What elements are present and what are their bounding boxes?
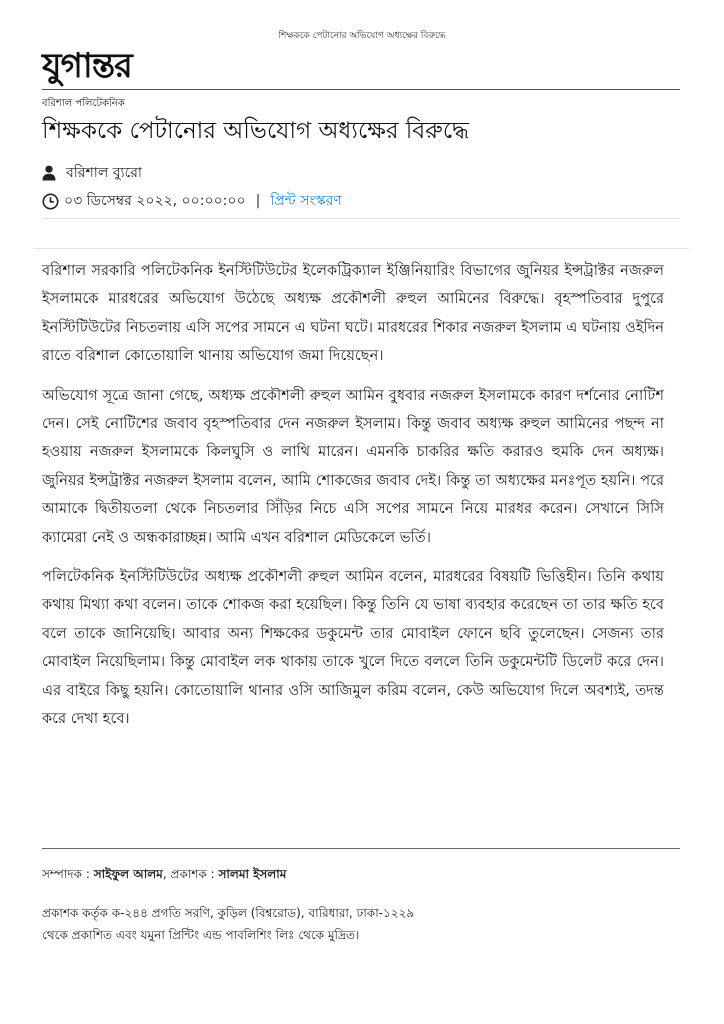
author-name: বরিশাল ব্যুরো bbox=[66, 165, 142, 181]
article-paragraph: বরিশাল সরকারি পলিটেকনিক ইনস্টিটিউটের ইলেকট্রিক্যাল ইঞ্জিনিয়ারিং বিভাগের জুনিয়র ইন্সট্রাক্টর নজরুল ইসলামকে মারধরের অভিযোগ উঠেছে অধ্যক্ষ প্রকৌশলী রুহুল আমিনের বিরুদ্ধে। বৃহস্পতিবার দুপুরে ইনস্টিটিউটের নিচতলায় এসি সপের সামনে এ ঘটনা ঘটে। মারধরের শিকার নজরুল ইসলাম এ ঘটনায় ওইদিন রাতে বরিশাল কোতোয়ালি থানায় অভিযোগ জমা দিয়েছেন। bbox=[42, 262, 664, 365]
footer-address bbox=[42, 902, 662, 946]
meta-divider bbox=[42, 218, 680, 219]
dateline bbox=[42, 189, 342, 213]
byline bbox=[42, 162, 142, 184]
address-line: প্রকাশক কর্তৃক ক-২৪৪ প্রগতি সরণি, কুড়িল (বিশ্বরোড), বারিধারা, ঢাকা-১২২৯ bbox=[42, 906, 415, 920]
footer-editors bbox=[42, 866, 286, 886]
logo-divider bbox=[42, 89, 680, 90]
editor-label: সম্পাদক : bbox=[42, 867, 94, 881]
content-divider bbox=[34, 248, 689, 249]
address-line: থেকে প্রকাশিত এবং যমুনা প্রিন্টিং এন্ড পাবলিশিং লিঃ থেকে মুদ্রিত। bbox=[42, 928, 360, 942]
footer-divider bbox=[42, 848, 680, 849]
editor-name: সাইফুল আলম bbox=[93, 867, 163, 881]
print-page-header: শিক্ষককে পেটানোর অভিযোগ অধ্যক্ষের বিরুদ্ধে bbox=[278, 31, 446, 41]
print-edition-link[interactable]: প্রিন্ট সংস্করণ bbox=[270, 193, 342, 209]
article-body bbox=[42, 257, 664, 745]
publish-date: ০৩ ডিসেম্বর ২০২২, ০০:০০:০০ bbox=[64, 193, 246, 209]
article-paragraph: পলিটেকনিক ইনস্টিটিউটের অধ্যক্ষ প্রকৌশলী রুহুল আমিন বলেন, মারধরের বিষয়টি ভিত্তিহীন। তিনি কথায় কথায় মিথ্যা কথা বলেন। তাকে শোকজ করা হয়েছিল। কিন্তু তিনি যে ভাষা ব্যবহার করেছেন তা তার ক্ষতি হবে বলে তাকে জানিয়েছি। আবার অন্য শিক্ষকের ডকুমেন্ট তার মোবাইল ফোনে ছবি তুলেছেন। সেজন্য তার মোবাইল নিয়েছিলাম। কিন্তু মোবাইল লক থাকায় তাকে খুলে দিতে বললে তিনি ডকুমেন্টটি ডিলেট করে দেন। এর বাইরে কিছু হয়নি। কোতোয়ালি থানার ওসি আজিমুল করিম বলেন, কেউ অভিযোগ দিলে অবশ্যই, তদন্ত করে দেখা হবে। bbox=[42, 568, 664, 728]
publisher-label: , প্রকাশক : bbox=[162, 867, 219, 881]
separator: | bbox=[255, 193, 261, 209]
article-paragraph: অভিযোগ সূত্রে জানা গেছে, অধ্যক্ষ প্রকৌশলী রুহুল আমিন বুধবার নজরুল ইসলামকে কারণ দর্শনোর নোটিশ দেন। সেই নোটিশের জবাব বৃহস্পতিবার দেন নজরুল ইসলাম। কিন্তু জবাব অধ্যক্ষ রুহুল আমিনের পছন্দ না হওয়ায় নজরুল ইসলামকে কিলঘুসি ও লাথি মারেন। এমনকি চাকরির ক্ষতি করারও হুমকি দেন অধ্যক্ষ। জুনিয়র ইন্সট্রাক্টর নজরুল ইসলাম বলেন, আমি শোকজের জবাব দেই। কিন্তু তা অধ্যক্ষের মনঃপূত হয়নি। পরে আমাকে দ্বিতীয়তলা থেকে নিচতলার সিঁড়ির নিচে এসি সপের সামনে নিয়ে মারধর করেন। সেখানে সিসি ক্যামেরা নেই ও অন্ধকারাচ্ছন্ন। আমি এখন বরিশাল মেডিকেলে ভর্তি। bbox=[42, 386, 664, 546]
clock-icon bbox=[42, 193, 59, 210]
jugantor-logo[interactable]: যুগান্তর bbox=[42, 46, 132, 86]
section-label[interactable]: বরিশাল পলিটেকনিক bbox=[42, 98, 125, 109]
article-headline: শিক্ষককে পেটানোর অভিযোগ অধ্যক্ষের বিরুদ্ধে bbox=[42, 118, 469, 144]
user-icon bbox=[42, 165, 56, 181]
publisher-name: সালমা ইসলাম bbox=[218, 867, 287, 881]
